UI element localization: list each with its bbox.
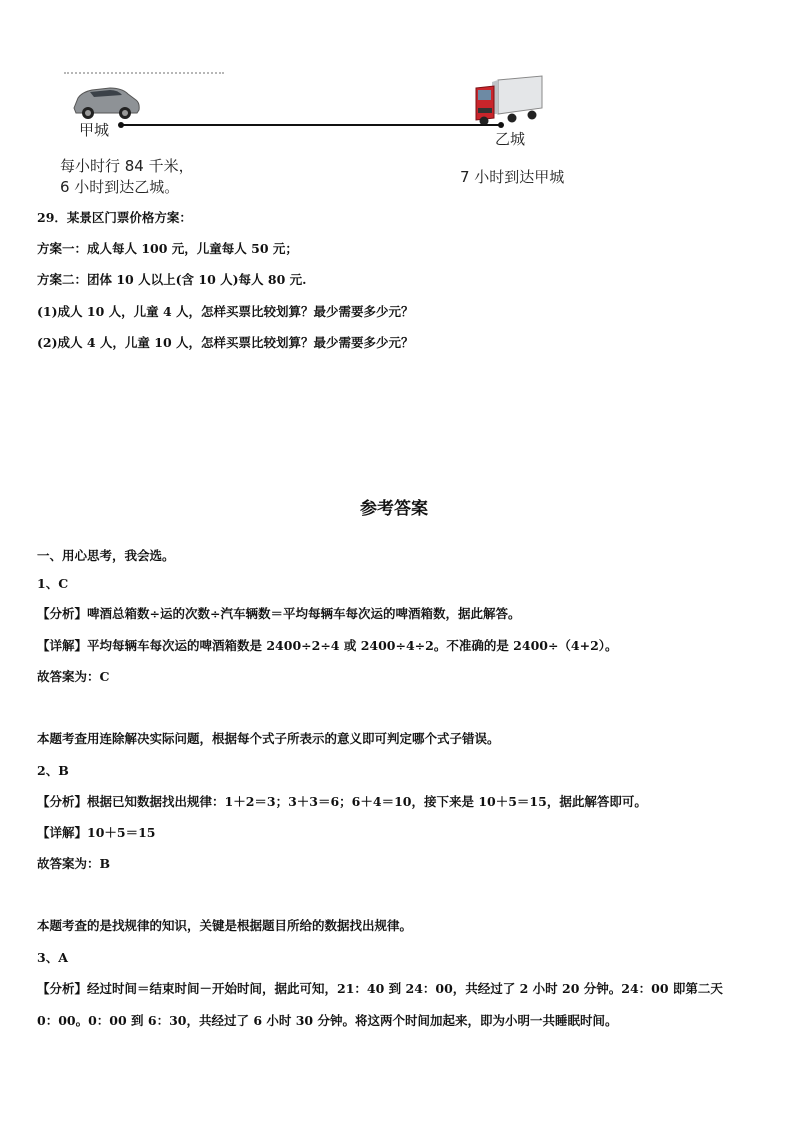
answer-3-analysis-line1: 【分析】经过时间＝结束时间－开始时间，据此可知，21：40 到 24：00，共经过了 2 小时 20 分钟。24：00 即第二天 (37, 981, 723, 996)
truck-icon (472, 74, 544, 126)
answer-1-number: 1、C (37, 576, 69, 591)
answer-2-detail: 【详解】10＋5＝15 (37, 825, 156, 840)
city-a-label: 甲城 (79, 121, 110, 139)
answer-2-analysis: 【分析】根据已知数据找出规律：1＋2＝3；3＋3＝6；6＋4＝10，接下来是 10＋5＝15，据此解答即可。 (37, 794, 647, 809)
answer-1-detail: 【详解】平均每辆车每次运的啤酒箱数是 2400÷2÷4 或 2400÷4÷2。不准确的是 2400÷（4+2）。 (37, 638, 618, 653)
q29-plan2: 方案二：团体 10 人以上(含 10 人)每人 80 元. (37, 272, 307, 287)
answer-2-number: 2、B (37, 763, 69, 778)
truck-time-text: 7 小时到达甲城 (460, 168, 565, 186)
section-heading: 一、用心思考，我会选。 (37, 548, 175, 563)
answer-2-comment: 本题考查的是找规律的知识，关键是根据题目所给的数据找出规律。 (37, 918, 413, 933)
car-icon (70, 80, 142, 122)
q29-sub1: (1)成人 10 人，儿童 4 人，怎样买票比较划算？最少需要多少元？ (37, 304, 414, 319)
cropped-text-remnant (64, 72, 224, 78)
route-line (116, 120, 506, 130)
answer-1-result: 故答案为：C (37, 669, 110, 684)
answer-title: 参考答案 (360, 499, 428, 519)
car-time-text: 6 小时到达乙城。 (60, 178, 180, 196)
answer-1-comment: 本题考查用连除解决实际问题，根据每个式子所表示的意义即可判定哪个式子错误。 (37, 731, 500, 746)
answer-1-analysis: 【分析】啤酒总箱数÷运的次数÷汽车辆数＝平均每辆车每次运的啤酒箱数，据此解答。 (37, 606, 521, 621)
city-b-label: 乙城 (495, 130, 526, 148)
q29-sub2: (2)成人 4 人，儿童 10 人，怎样买票比较划算？最少需要多少元？ (37, 335, 414, 350)
q29-plan1: 方案一：成人每人 100 元，儿童每人 50 元； (37, 241, 298, 256)
car-speed-text: 每小时行 84 千米， (60, 157, 194, 175)
distance-figure (0, 60, 794, 200)
answer-3-analysis-line2: 0：00。0：00 到 6：30，共经过了 6 小时 30 分钟。将这两个时间加起来，即为小明一共睡眠时间。 (37, 1013, 618, 1028)
answer-3-number: 3、A (37, 950, 68, 965)
q29-stem: 29．某景区门票价格方案： (37, 210, 192, 225)
answer-2-result: 故答案为：B (37, 856, 111, 871)
